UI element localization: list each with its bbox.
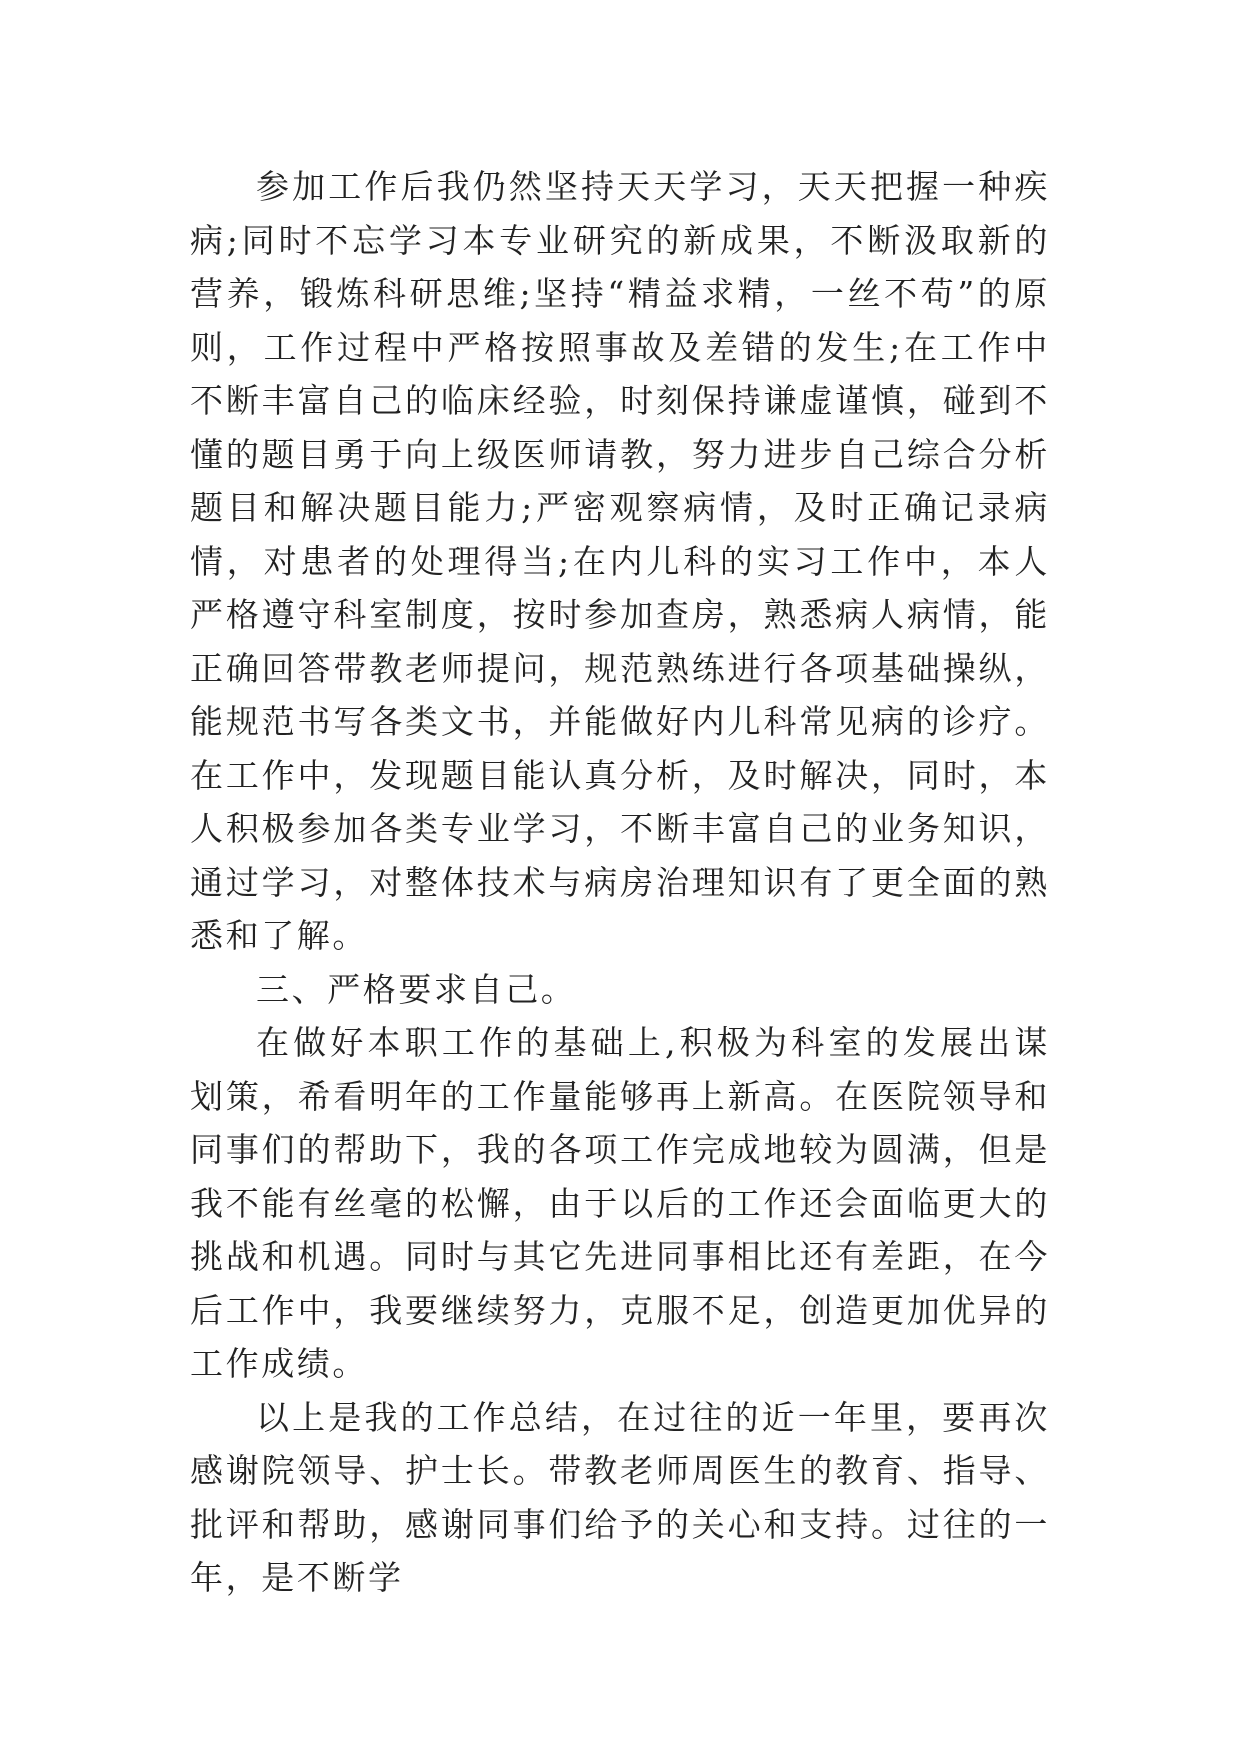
body-paragraph: 在做好本职工作的基础上,积极为科室的发展出谋划策，希看明年的工作量能够再上新高。在医院领导和同事们的帮助下，我的各项工作完成地较为圆满，但是我不能有丝毫的松懈，由于以后的工作还会面临更大的挑战和机遇。同时与其它先进同事相比还有差距，在今后工作中，我要继续努力，克服不足，创造更加优异的工作成绩。 — [190, 1023, 1050, 1383]
section-heading: 三、严格要求自己。 — [256, 969, 577, 1009]
body-paragraph: 参加工作后我仍然坚持天天学习，天天把握一种疾病;同时不忘学习本专业研究的新成果，不断汲取新的营养，锻炼科研思维;坚持“精益求精，一丝不苟”的原则，工作过程中严格按照事故及差错的发生;在工作中不断丰富自己的临床经验，时刻保持谦虚谨慎，碰到不懂的题目勇于向上级医师请教，努力进步自己综合分析题目和解决题目能力;严密观察病情，及时正确记录病情，对患者的处理得当;在内儿科的实习工作中，本人严格遵守科室制度，按时参加查房，熟悉病人病情，能正确回答带教老师提问，规范熟练进行各项基础操纵，能规范书写各类文书，并能做好内儿科常见病的诊疗。在工作中，发现题目能认真分析，及时解决，同时，本人积极参加各类专业学习，不断丰富自己的业务知识，通过学习，对整体技术与病房治理知识有了更全面的熟悉和了解。 — [190, 167, 1050, 955]
document-body — [190, 160, 1050, 1605]
body-paragraph: 以上是我的工作总结，在过往的近一年里，要再次感谢院领导、护士长。带教老师周医生的教育、指导、批评和帮助，感谢同事们给予的关心和支持。过往的一年，是不断学 — [190, 1397, 1050, 1597]
